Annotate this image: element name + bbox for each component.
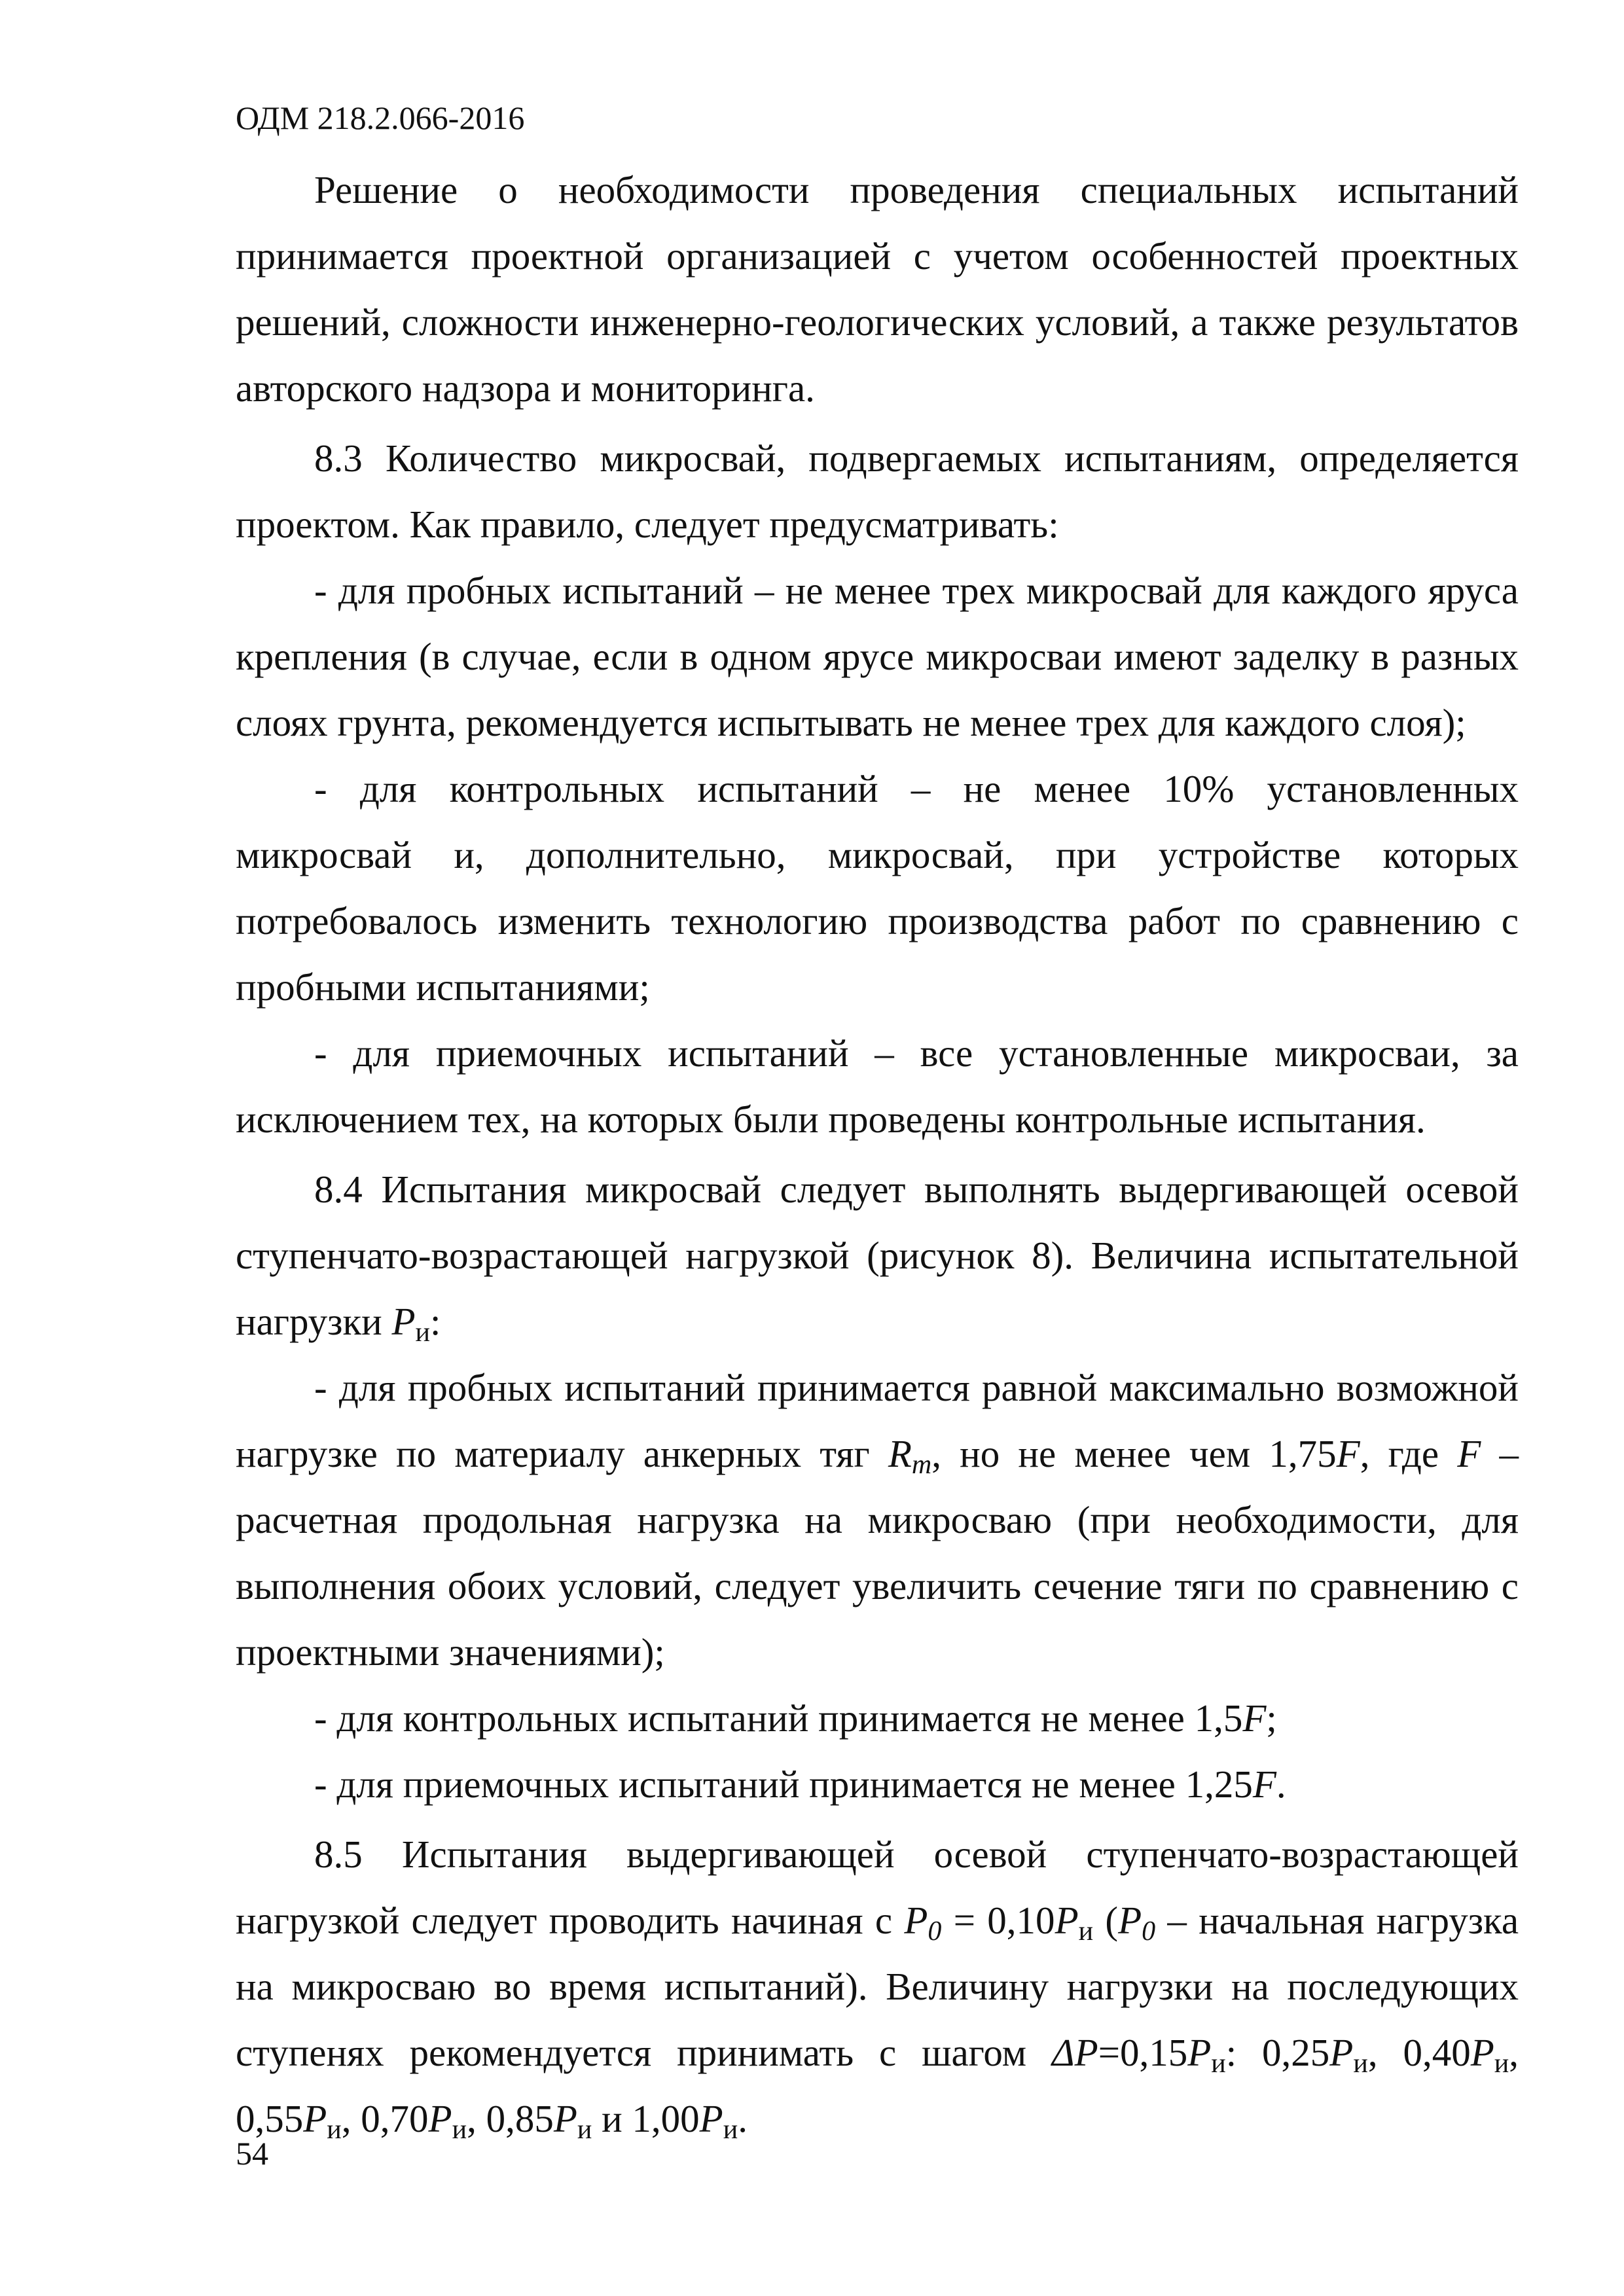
- list-item-trial-load: - для пробных испытаний принимается равной максимально возможной нагрузке по материалу анкерных тяг Rm, но не менее чем 1,75F, где F – расчетная продольная нагрузка на микросваю (при необходимости, для выполнения обоих условий, следует увеличить сечение тяги по сравнению с проектными значениями);: [236, 1366, 1519, 1674]
- list-item-control-tests: - для контрольных испытаний – не менее 10% установленных микросвай и, дополнительно, микросвай, при устройстве которых потребовалось изменить технологию производства работ по сравнению с пробными испытаниями;: [236, 767, 1519, 1009]
- body-text: [236, 157, 1519, 2152]
- page-number: 54: [236, 2135, 268, 2172]
- list-item-acceptance-load: - для приемочных испытаний принимается не менее 1,25F.: [314, 1763, 1286, 1806]
- document-code: ОДМ 218.2.066-2016: [236, 99, 525, 136]
- list-item-trial-tests: - для пробных испытаний – не менее трех микросвай для каждого яруса крепления (в случае, если в одном ярусе микросваи имеют заделку в разных слоях грунта, рекомендуется испытывать не менее трех для каждого слоя);: [236, 569, 1519, 744]
- list-item-control-load: - для контрольных испытаний принимается не менее 1,5F;: [314, 1696, 1277, 1740]
- paragraph-special-tests: Решение о необходимости проведения специальных испытаний принимается проектной организацией с учетом особенностей проектных решений, сложности инженерно-геологических условий, а также результатов авторского надзора и мониторинга.: [236, 168, 1519, 410]
- paragraph-8-5: 8.5 Испытания выдергивающей осевой ступенчато-возрастающей нагрузкой следует проводить начиная с $P0 = 0,10P_и$ (P0 – начальная нагрузка на микросваю во время испытаний). Величину нагрузки на последующих ступенях рекомендуется принимать с шагом $\Delta P=0,15P_и$: $0,25P_и$, $0,40P_и$, $0,55P_и$, $0,70P_и$, $0,85P_и$ и $1,00P_и$.: [236, 1833, 1519, 2145]
- list-item-acceptance-tests: - для приемочных испытаний – все установленные микросваи, за исключением тех, на которых были проведены контрольные испытания.: [236, 1031, 1519, 1141]
- paragraph-8-3: 8.3 Количество микросвай, подвергаемых испытаниям, определяется проектом. Как правило, следует предусматривать:: [236, 437, 1519, 546]
- paragraph-8-4: 8.4 Испытания микросвай следует выполнять выдергивающей осевой ступенчато-возрастающей нагрузкой (рисунок 8). Величина испытательной нагрузки $P_и$:: [236, 1168, 1519, 1348]
